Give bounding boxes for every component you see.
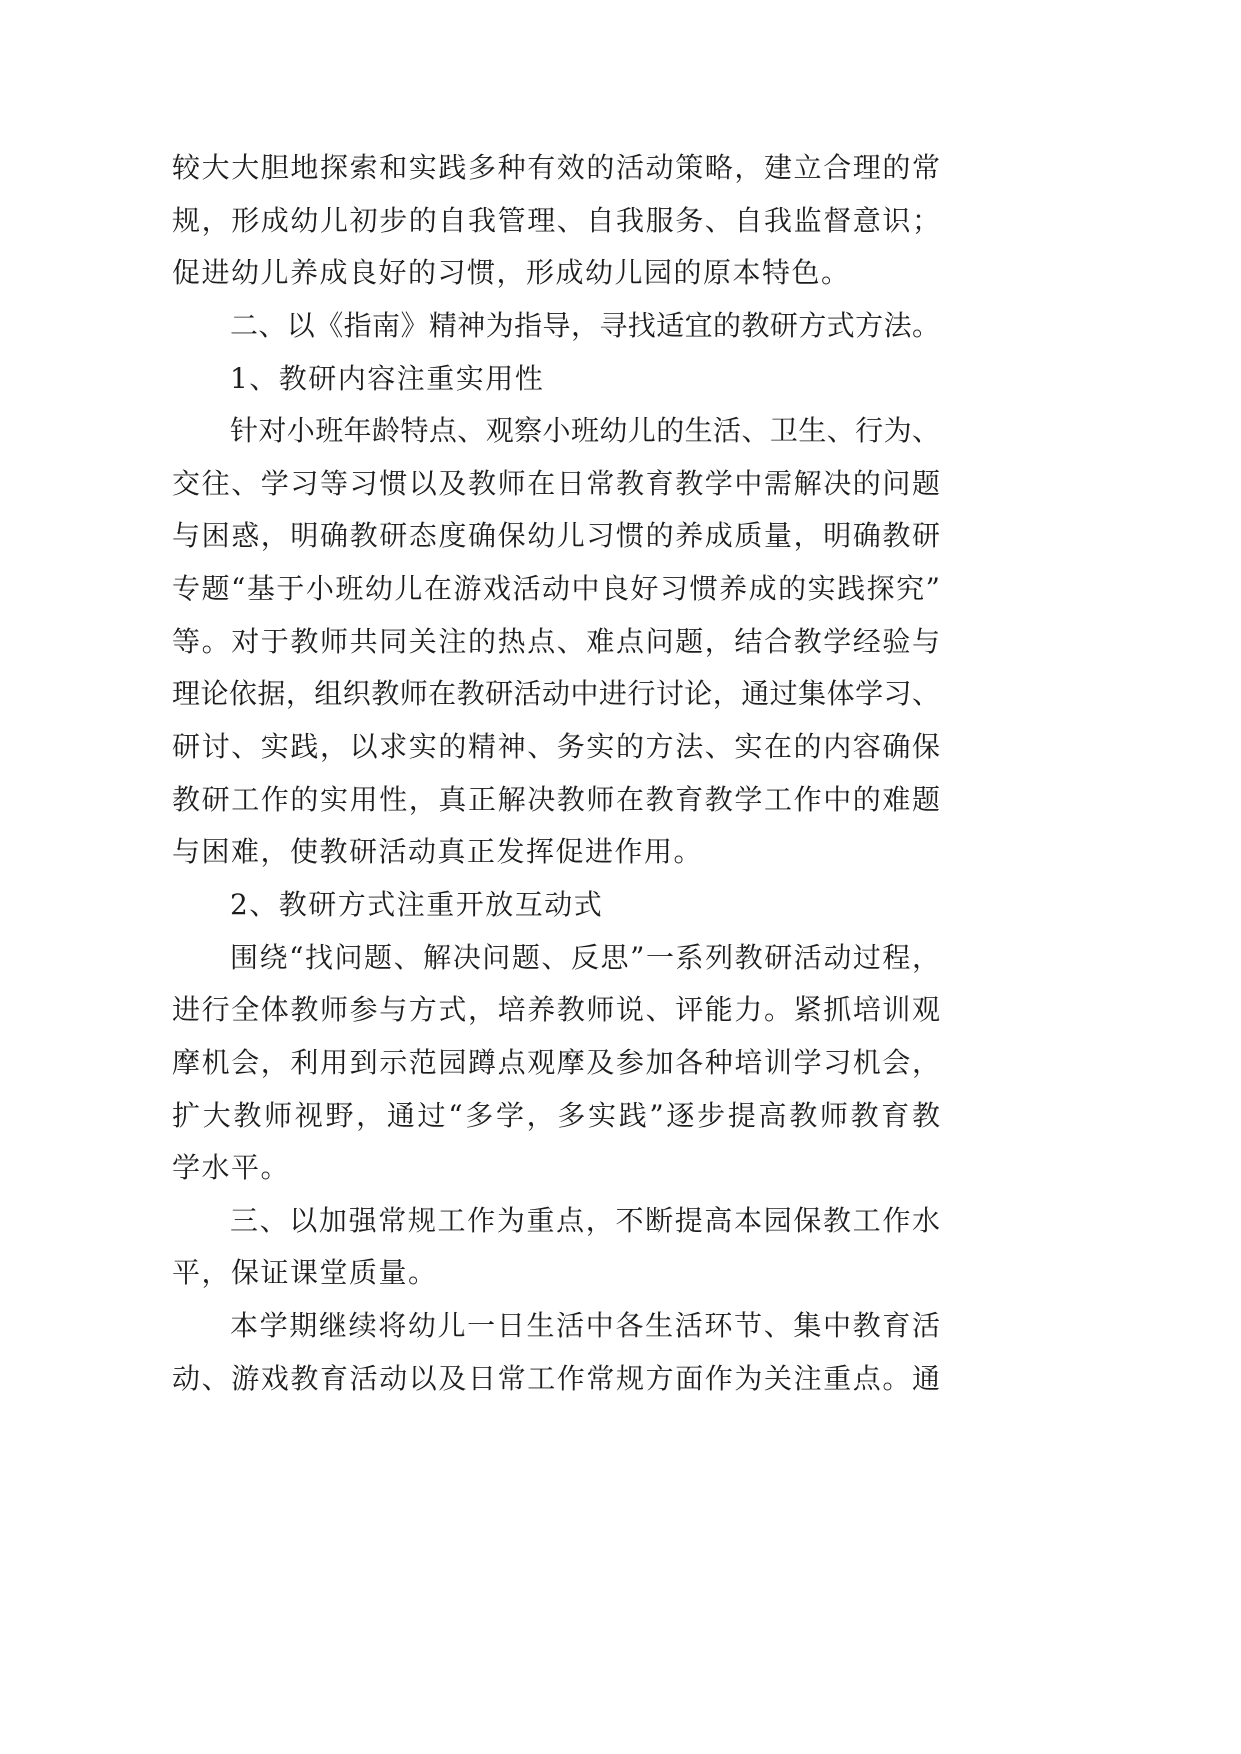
heading-line: 二、以《指南》精神为指导，寻找适宜的教研方式方法。 (229, 308, 940, 342)
text-line: 较大大胆地探索和实践多种有效的活动策略，建立合理的常 (172, 151, 940, 184)
section-heading-2 (172, 300, 940, 353)
heading-line: 平，保证课堂质量。 (172, 1256, 438, 1290)
text-line: 促进幼儿养成良好的习惯，形成幼儿园的原本特色。 (172, 256, 851, 290)
paragraph-semester-focus (172, 1300, 940, 1405)
heading-line: 三、以加强常规工作为重点，不断提高本园保教工作水 (229, 1203, 940, 1237)
text-line: 教研工作的实用性，真正解决教师在教育教学工作中的难题 (172, 782, 940, 816)
section-heading-3 (172, 1195, 940, 1300)
text-line: 针对小班年龄特点、观察小班幼儿的生活、卫生、行为、 (229, 414, 940, 448)
subheading-line: 2、教研方式注重开放互动式 (229, 887, 604, 921)
text-line: 理论依据，组织教师在教研活动中进行讨论，通过集体学习、 (172, 677, 940, 711)
subheading-2 (172, 879, 940, 932)
subheading-line: 1、教研内容注重实用性 (229, 361, 545, 395)
text-line: 等。对于教师共同关注的热点、难点问题，结合教学经验与 (172, 624, 940, 658)
text-line: 摩机会，利用到示范园蹲点观摩及参加各种培训学习机会， (172, 1045, 940, 1079)
text-line: 与困惑，明确教研态度确保幼儿习惯的养成质量，明确教研 (172, 519, 940, 553)
text-line: 交往、学习等习惯以及教师在日常教育教学中需解决的问题 (172, 466, 940, 500)
text-line: 围绕“找问题、解决问题、反思”一系列教研活动过程， (229, 940, 940, 974)
text-line: 研讨、实践，以求实的精神、务实的方法、实在的内容确保 (172, 730, 940, 764)
text-line: 动、游戏教育活动以及日常工作常规方面作为关注重点。通 (172, 1361, 940, 1395)
text-line: 专题“基于小班幼儿在游戏活动中良好习惯养成的实践探究” (172, 572, 940, 606)
text-line: 扩大教师视野，通过“多学，多实践”逐步提高教师教育教 (172, 1098, 940, 1132)
document-body (172, 142, 940, 1405)
text-line: 本学期继续将幼儿一日生活中各生活环节、集中教育活 (229, 1309, 940, 1343)
paragraph-open-interactive (172, 932, 940, 1195)
text-line: 规，形成幼儿初步的自我管理、自我服务、自我监督意识； (172, 203, 940, 237)
paragraph-content-practicality (172, 405, 940, 879)
subheading-1 (172, 353, 940, 406)
text-line: 与困难，使教研活动真正发挥促进作用。 (172, 835, 704, 869)
text-line: 学水平。 (172, 1151, 291, 1185)
paragraph-continuation (172, 142, 940, 300)
text-line: 进行全体教师参与方式，培养教师说、评能力。紧抓培训观 (172, 993, 940, 1027)
